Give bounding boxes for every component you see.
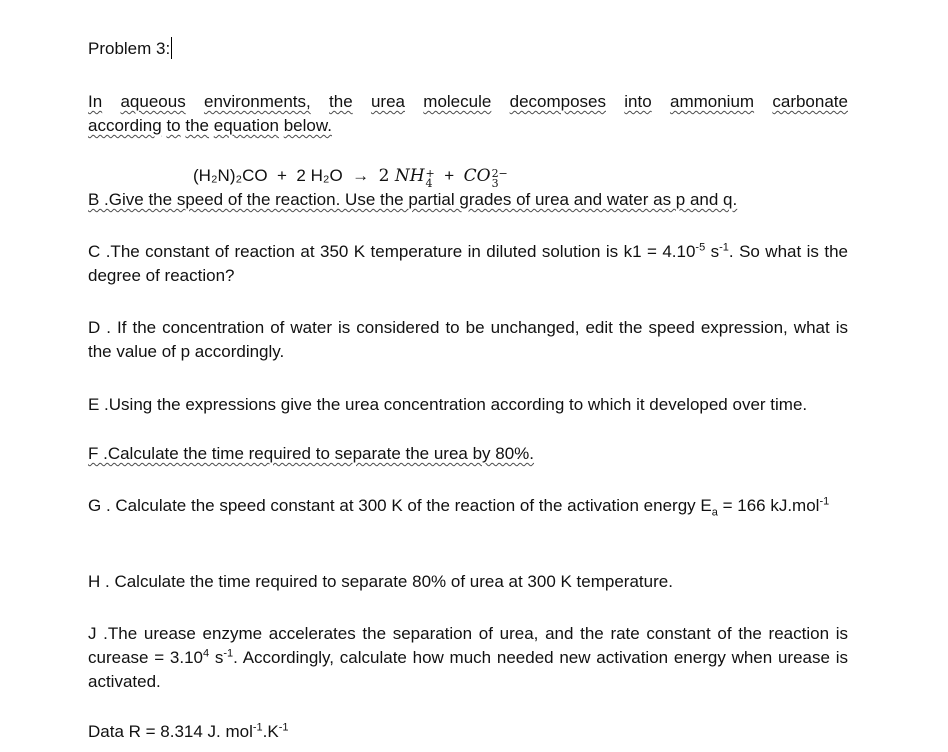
question-c-text-2: s <box>705 242 720 261</box>
intro-line-1-word: molecule <box>423 92 492 111</box>
question-g-text-2: = 166 kJ.mol <box>717 496 820 515</box>
question-j-text-1: J .The urease enzyme accelerates the separation of urea, and the rate constant of the reaction is curease = 3.10 <box>88 624 848 667</box>
reaction-arrow: → <box>352 166 370 185</box>
intro-line-1-word: aqueous <box>120 92 186 111</box>
text-cursor <box>171 37 172 59</box>
intro-line-1 <box>88 90 848 114</box>
reactant-water: 2 H₂O <box>296 166 343 185</box>
intro-line-2-word: below. <box>283 116 332 135</box>
question-d-text: D . If the concentration of water is considered to be unchanged, edit the speed expression, what is the value of p accordingly. <box>88 318 848 361</box>
question-g <box>88 494 848 518</box>
intro-line-1-word: environments, <box>203 92 311 111</box>
intro-paragraph <box>88 90 848 138</box>
question-g-sub: a <box>711 506 718 519</box>
intro-line-2-word: according <box>88 116 162 135</box>
question-c-text-1: C .The constant of reaction at 350 K temperature in diluted solution is k1 = 4.10 <box>88 242 696 261</box>
question-g-exp: -1 <box>819 495 830 508</box>
data-exp-2: -1 <box>278 721 289 734</box>
intro-line-1-word: In <box>88 92 103 111</box>
question-g-text-1: G . Calculate the speed constant at 300 K of the reaction of the activation energy E <box>88 496 712 515</box>
product-ammonium: 2 NH + 4 <box>378 166 435 190</box>
question-e <box>88 393 848 417</box>
intro-line-2-word: the <box>185 116 210 135</box>
question-h-text: H . Calculate the time required to separate 80% of urea at 300 K temperature. <box>88 572 673 591</box>
data-exp-1: -1 <box>252 721 263 734</box>
intro-line-1-word: carbonate <box>772 92 848 111</box>
reaction-equation <box>193 164 508 189</box>
question-b-text: B .Give the speed of the reaction. Use the partial grades of urea and water as p and q. <box>88 190 738 209</box>
question-c <box>88 240 848 288</box>
data-constants <box>88 720 848 744</box>
reactant-urea: (H₂N)₂CO <box>193 166 268 185</box>
question-c-exp-1: -5 <box>695 241 706 254</box>
question-d <box>88 316 848 364</box>
question-f-text: F .Calculate the time required to separate the urea by 80%. <box>88 444 535 463</box>
question-c-exp-2: -1 <box>719 241 729 254</box>
problem-title[interactable] <box>88 37 848 61</box>
question-j-exp-1: 4 <box>203 647 210 660</box>
product-carbonate: CO 2− 3 <box>463 166 508 190</box>
intro-line-1-word: urea <box>370 92 405 111</box>
question-j-text-3: . Accordingly, calculate how much needed new activation energy when urease is activated. <box>88 648 848 691</box>
plus-sign: + <box>277 166 287 185</box>
data-text-2: .K <box>262 722 279 741</box>
intro-line-1-word: ammonium <box>669 92 755 111</box>
question-j <box>88 622 848 694</box>
question-b <box>88 188 848 212</box>
intro-line-1-word: the <box>329 92 353 111</box>
question-c-text-3: . So what is the degree of reaction? <box>88 242 848 285</box>
plus-sign-2: + <box>444 166 455 185</box>
intro-line-2 <box>88 114 848 138</box>
intro-line-2-word: equation <box>213 116 279 135</box>
intro-line-2-word: to <box>166 116 181 135</box>
question-j-exp-2: -1 <box>223 647 234 660</box>
intro-line-1-word: decomposes <box>509 92 606 111</box>
question-h <box>88 570 848 594</box>
data-text-1: Data R = 8.314 J. mol <box>88 722 253 741</box>
question-e-text: E .Using the expressions give the urea concentration according to which it developed over time. <box>88 395 808 414</box>
question-f <box>88 442 848 466</box>
intro-line-1-word: into <box>624 92 652 111</box>
question-j-text-2: s <box>209 648 224 667</box>
problem-title-text: Problem 3: <box>88 39 171 58</box>
